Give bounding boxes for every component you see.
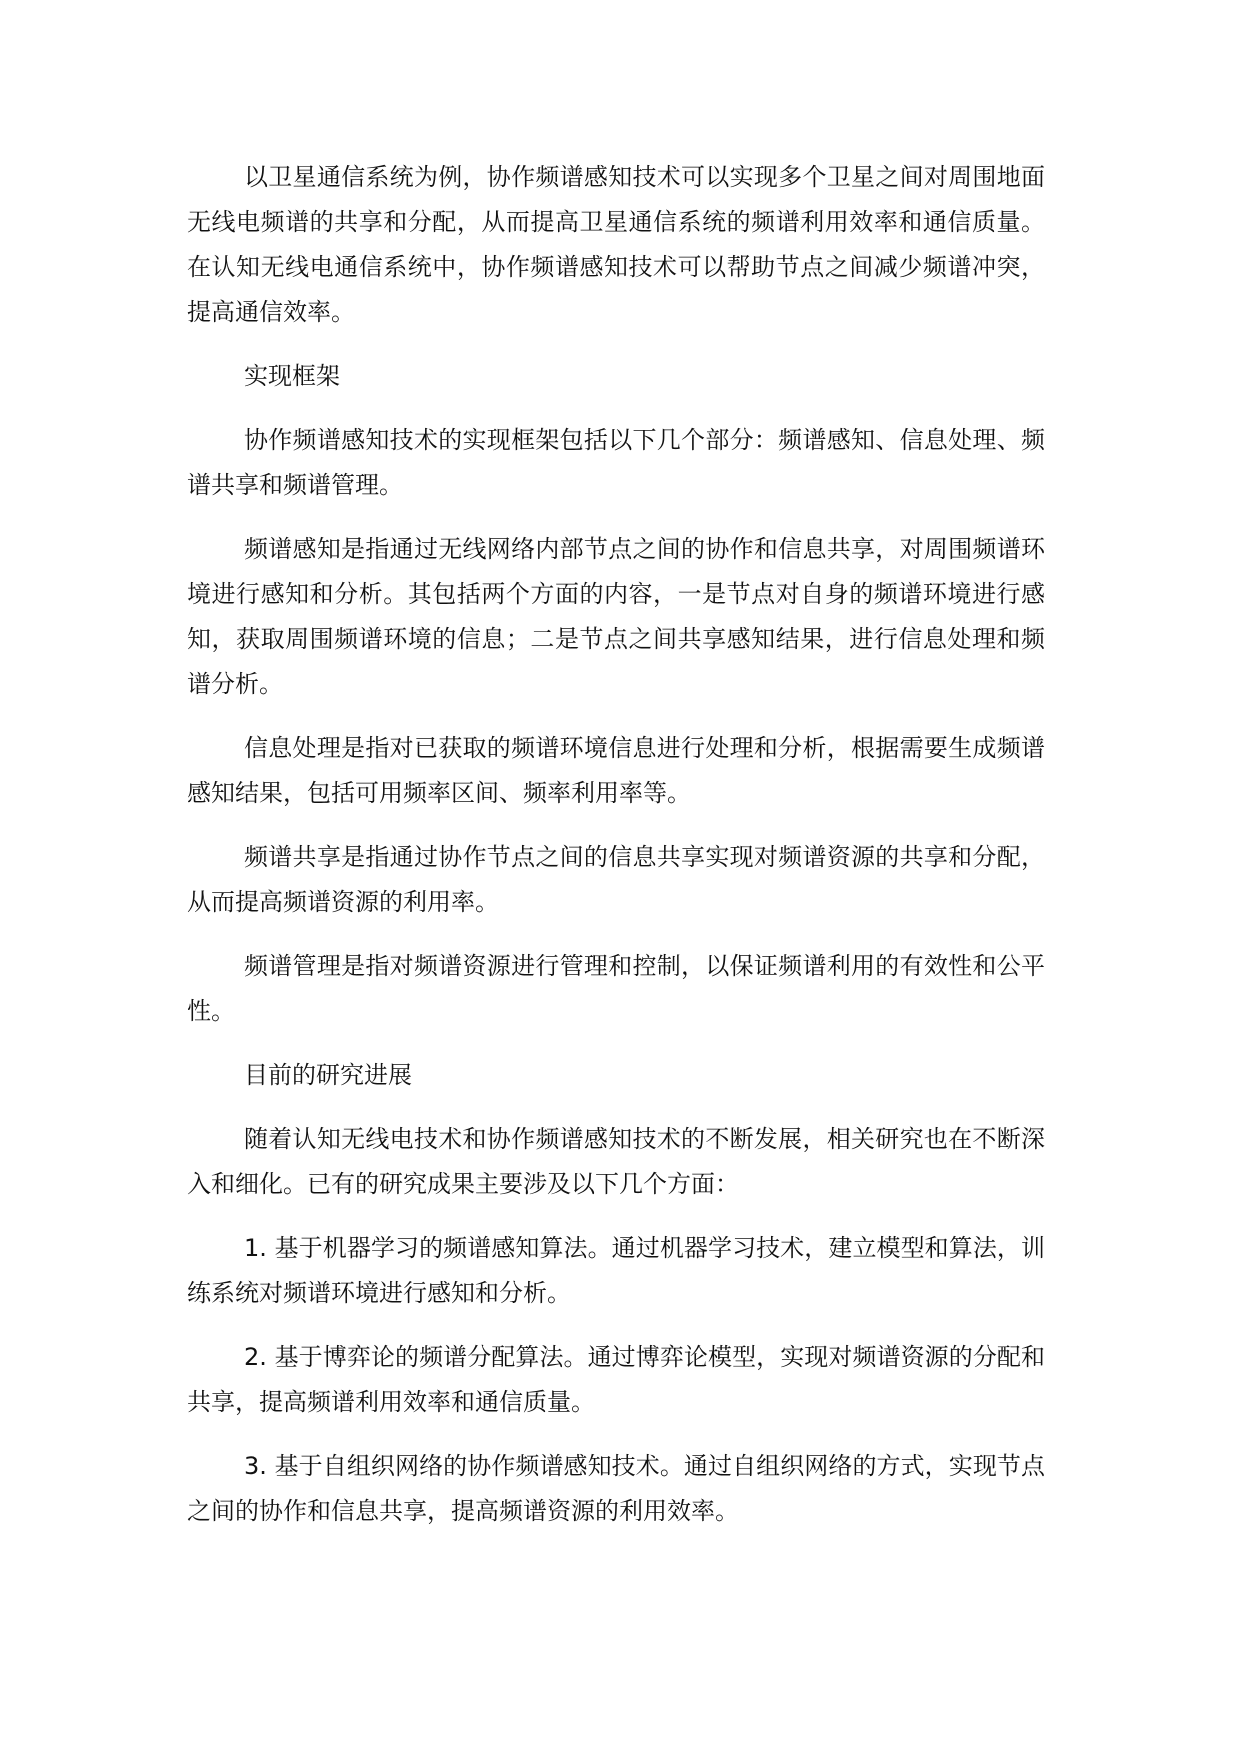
document-body (187, 155, 1045, 1553)
paragraph: 信息处理是指对已获取的频谱环境信息进行处理和分析，根据需要生成频谱感知结果，包括可用频率区间、频率利用率等。 (187, 734, 1045, 807)
paragraph: 频谱共享是指通过协作节点之间的信息共享实现对频谱资源的共享和分配，从而提高频谱资源的利用率。 (187, 843, 1045, 916)
section-heading: 目前的研究进展 (244, 1061, 412, 1089)
paragraph: 频谱感知是指通过无线网络内部节点之间的协作和信息共享，对周围频谱环境进行感知和分析。其包括两个方面的内容，一是节点对自身的频谱环境进行感知，获取周围频谱环境的信息；二是节点之间共享感知结果，进行信息处理和频谱分析。 (187, 535, 1045, 698)
list-item: 3. 基于自组织网络的协作频谱感知技术。通过自组织网络的方式，实现节点之间的协作和信息共享，提高频谱资源的利用效率。 (187, 1452, 1045, 1525)
section-heading: 实现框架 (244, 362, 340, 390)
list-item: 2. 基于博弈论的频谱分配算法。通过博弈论模型，实现对频谱资源的分配和共享，提高频谱利用效率和通信质量。 (187, 1343, 1045, 1416)
paragraph: 随着认知无线电技术和协作频谱感知技术的不断发展，相关研究也在不断深入和细化。已有的研究成果主要涉及以下几个方面： (187, 1125, 1045, 1198)
paragraph: 频谱管理是指对频谱资源进行管理和控制，以保证频谱利用的有效性和公平性。 (187, 952, 1045, 1025)
paragraph: 以卫星通信系统为例，协作频谱感知技术可以实现多个卫星之间对周围地面无线电频谱的共享和分配，从而提高卫星通信系统的频谱利用效率和通信质量。在认知无线电通信系统中，协作频谱感知技术可以帮助节点之间减少频谱冲突，提高通信效率。 (187, 163, 1045, 326)
list-item: 1. 基于机器学习的频谱感知算法。通过机器学习技术，建立模型和算法，训练系统对频谱环境进行感知和分析。 (187, 1234, 1045, 1307)
paragraph: 协作频谱感知技术的实现框架包括以下几个部分：频谱感知、信息处理、频谱共享和频谱管理。 (187, 426, 1045, 499)
